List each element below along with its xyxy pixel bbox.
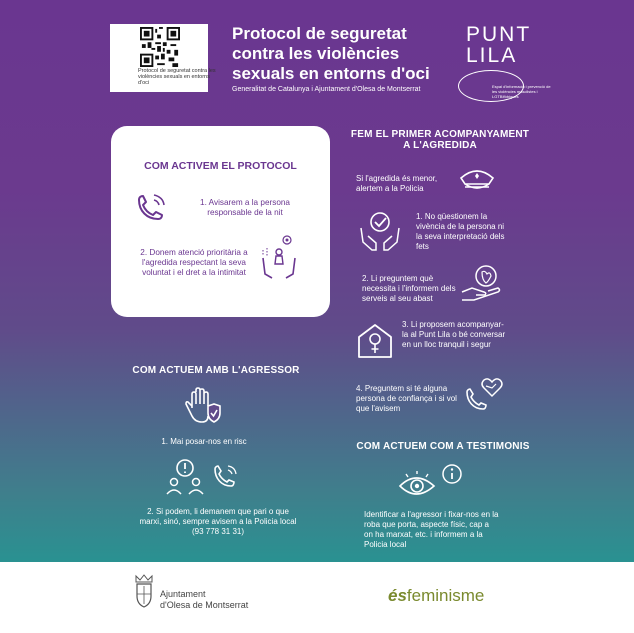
accompany-minor: Si l'agredida és menor, alertem a la Policia — [356, 174, 438, 193]
activate-title: COM ACTIVEM EL PROTOCOL — [144, 160, 297, 172]
ajuntament-logo-text — [160, 589, 248, 611]
accompany-step-3: 3. Li proposem acompanyar-la al Punt Lila o bé conversar en un lloc tranquil i segur — [402, 320, 506, 349]
aggressor-step-2: 2. Si podem, li demanem que pari o que marxi, sinó, sempre avisem a la Policia local (93 778 31 31) — [139, 507, 297, 536]
ajuntament-line1: Ajuntament — [160, 589, 206, 599]
esfeminisme-word: feminisme — [406, 586, 485, 605]
esfeminisme-prefix: és — [388, 586, 407, 605]
punt-lila-logo — [466, 24, 531, 66]
phone-ringing-icon — [135, 192, 169, 224]
qr-card — [110, 24, 216, 92]
accompany-title-line1: FEM EL PRIMER ACOMPANYAMENT — [350, 129, 530, 140]
activate-step-2: 2. Donem atenció prioritària a l'agredida respectant la seva voluntat i el dret a la intimitat — [140, 248, 248, 277]
document-title — [232, 24, 462, 84]
title-line-1: Protocol de seguretat — [232, 24, 407, 43]
activate-step-1: 1. Avisarem a la persona responsable de la nit — [200, 198, 290, 217]
town-crest-icon — [134, 574, 154, 608]
activate-protocol-card — [111, 126, 330, 317]
esfeminisme-logo — [388, 586, 484, 606]
document-subtitle: Generalitat de Catalunya i Ajuntament d'Olesa de Montserrat — [232, 86, 421, 93]
title-line-2: contra les violències — [232, 44, 400, 63]
phone-call-icon — [212, 463, 240, 491]
footer — [0, 562, 634, 633]
qr-caption: Protocol de seguretat contra les violències sexuals en entorns d'oci — [138, 68, 216, 86]
house-female-icon — [356, 322, 394, 360]
hands-protect-person-icon — [259, 234, 299, 280]
accompany-title-line2: A L'AGREDIDA — [403, 140, 477, 151]
witness-text: Identificar a l'agressor i fixar-nos en la roba que porta, aspecte físic, cap a on ha marxat, etc. i informem a la Policia local — [364, 510, 499, 549]
qr-side-bar — [110, 24, 132, 82]
witness-title: COM ACTUEM COM A TESTIMONIS — [356, 441, 530, 452]
accompany-step-2: 2. Li preguntem què necessita i l'informem dels serveis al seu abast — [362, 274, 456, 303]
qr-code-icon[interactable] — [140, 27, 180, 67]
punt-lila-line2: LILA — [466, 44, 518, 67]
punt-lila-line1: PUNT — [466, 23, 532, 46]
stop-hand-shield-icon — [184, 386, 222, 426]
eye-info-icon — [396, 462, 466, 506]
accompany-title — [330, 129, 550, 151]
hands-check-icon — [358, 210, 402, 252]
accompany-step-1: 1. No qüestionem la vivència de la persona ni la seva interpretació dels fets — [416, 212, 505, 251]
people-alert-icon — [165, 458, 205, 496]
punt-lila-caption: Espai d'informació i prevenció de les violències masclistes i LGTBIfòbiques — [492, 84, 551, 99]
aggressor-title: COM ACTUEM AMB L'AGRESSOR — [132, 365, 300, 376]
police-cap-icon — [458, 166, 496, 194]
title-line-3: sexuals en entorns d'oci — [232, 64, 430, 83]
accompany-step-4: 4. Preguntem si té alguna persona de confiança i si vol que l'avisem — [356, 384, 457, 413]
heart-phone-icon — [464, 374, 508, 414]
hand-care-icon — [460, 262, 504, 304]
ajuntament-line2: d'Olesa de Montserrat — [160, 600, 249, 610]
aggressor-step-1: 1. Mai posar-nos en risc — [161, 437, 247, 446]
